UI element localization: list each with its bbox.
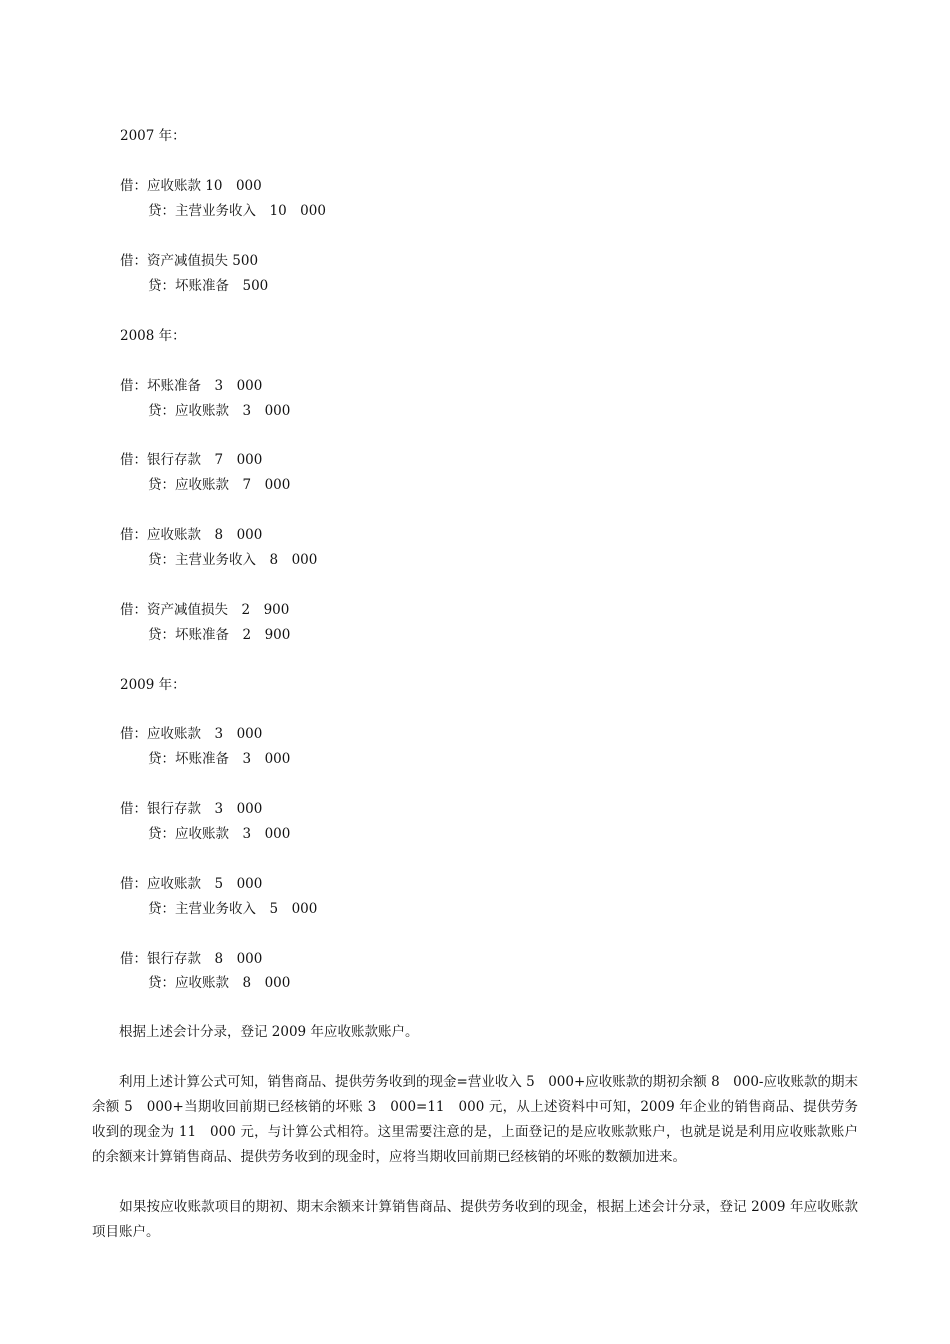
- paragraph-calculation: 利用上述计算公式可知，销售商品、提供劳务收到的现金=营业收入 5 000+应收账款的期初余额 8 000-应收账款的期末余额 5 000+当期收回前期已经核销的坏账 3 000=11 000 元，从上述资料中可知，2009 年企业的销售商品、提供劳务收到的现金为 11 000 元，与计算公式相符。这里需要注意的是，上面登记的是应收账款账户，也就是说是利用应收账款账户的余额来计算销售商品、提供劳务收到的现金时，应将当期收回前期已经核销的坏账的数额加进来。: [92, 1074, 858, 1165]
- credit-entry: 贷：应收账款 8 000: [148, 975, 291, 991]
- paragraph-summary: 根据上述会计分录，登记 2009 年应收账款账户。: [92, 1024, 419, 1040]
- credit-entry: 贷：应收账款 3 000: [148, 403, 291, 419]
- credit-entry: 贷：主营业务收入 5 000: [148, 901, 318, 917]
- credit-entry: 贷：应收账款 3 000: [148, 826, 291, 842]
- credit-entry: 贷：坏账准备 2 900: [148, 627, 291, 643]
- debit-entry: 借：应收账款 3 000: [120, 726, 263, 742]
- debit-entry: 借：资产减值损失 2 900: [120, 602, 290, 618]
- paragraph-note: 如果按应收账款项目的期初、期末余额来计算销售商品、提供劳务收到的现金，根据上述会计分录，登记 2009 年应收账款项目账户。: [92, 1199, 858, 1240]
- year-heading-2007: 2007 年：: [120, 128, 186, 144]
- credit-entry: 贷：主营业务收入 10 000: [148, 203, 326, 219]
- debit-entry: 借：应收账款 10 000: [120, 178, 262, 194]
- credit-entry: 贷：坏账准备 3 000: [148, 751, 291, 767]
- credit-entry: 贷：主营业务收入 8 000: [148, 552, 318, 568]
- debit-entry: 借：银行存款 7 000: [120, 452, 263, 468]
- debit-entry: 借：应收账款 5 000: [120, 876, 263, 892]
- credit-entry: 贷：坏账准备 500: [148, 278, 269, 294]
- credit-entry: 贷：应收账款 7 000: [148, 477, 291, 493]
- debit-entry: 借：银行存款 3 000: [120, 801, 263, 817]
- debit-entry: 借：应收账款 8 000: [120, 527, 263, 543]
- year-heading-2008: 2008 年：: [120, 328, 186, 344]
- debit-entry: 借：资产减值损失 500: [120, 253, 259, 269]
- year-heading-2009: 2009 年：: [120, 677, 186, 693]
- debit-entry: 借：坏账准备 3 000: [120, 378, 263, 394]
- debit-entry: 借：银行存款 8 000: [120, 951, 263, 967]
